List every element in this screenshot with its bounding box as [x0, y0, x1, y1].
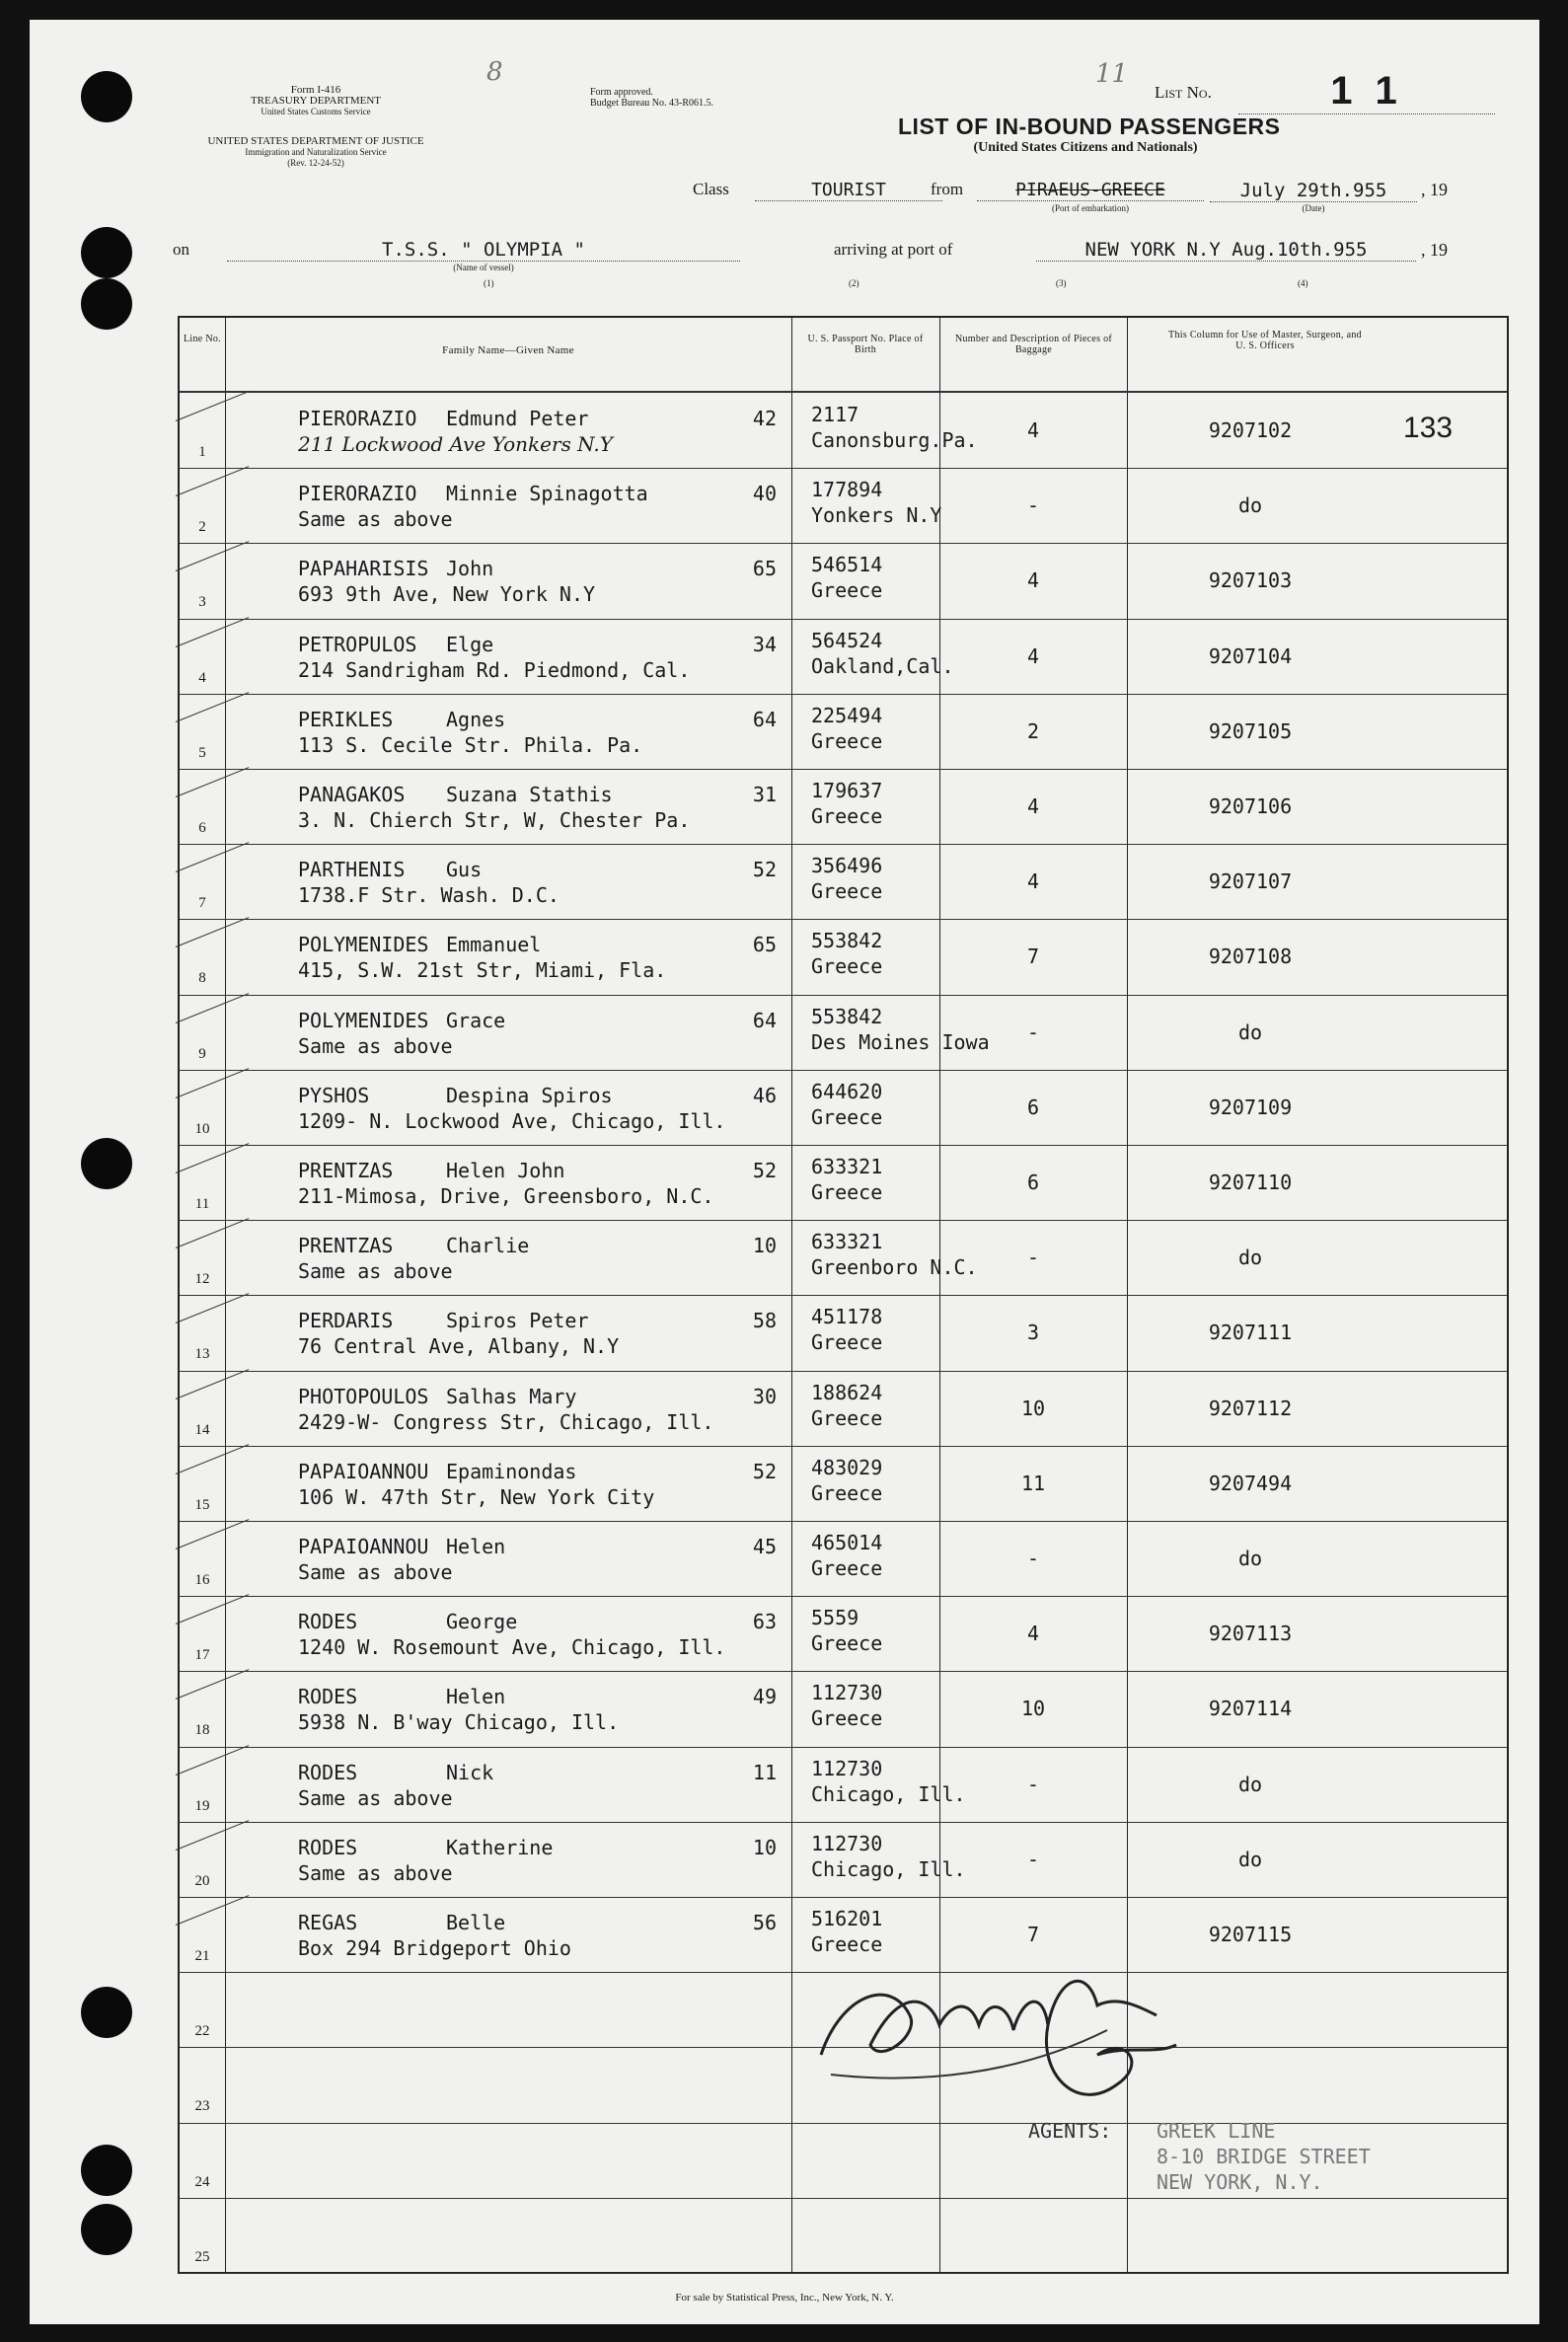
address: 76 Central Ave, Albany, N.Y [298, 1334, 620, 1359]
table-row [180, 2198, 1507, 2273]
baggage-count: 10 [1020, 1396, 1046, 1420]
form-id-block [187, 85, 444, 117]
given-name: Agnes [446, 707, 506, 731]
passport-number: 225494 [811, 703, 883, 727]
family-name: PAPAHARISIS [298, 557, 429, 581]
place-of-birth: Oakland,Cal. [811, 653, 954, 678]
table-row [180, 1371, 1507, 1446]
address: 415, S.W. 21st Str, Miami, Fla. [298, 958, 667, 983]
check-mark [176, 993, 250, 1023]
vessel-name: T.S.S. " OLYMPIA " [227, 239, 740, 262]
given-name: John [446, 557, 494, 581]
baggage-count: 6 [1026, 1095, 1040, 1119]
list-label: List No. [1155, 83, 1212, 102]
from-value: PIRAEUS-GREECE [977, 180, 1204, 201]
family-name: RODES [298, 1835, 358, 1859]
family-name: PYSHOS [298, 1083, 370, 1107]
on-label: on [173, 240, 189, 259]
given-name: Emmanuel [446, 933, 542, 957]
date-caption: (Date) [1302, 203, 1325, 213]
address: 106 W. 47th Str, New York City [298, 1484, 655, 1509]
passport-number: 5559 [811, 1606, 859, 1630]
table-row [180, 468, 1507, 543]
family-name: PERIKLES [298, 707, 394, 731]
age: 56 [752, 1911, 777, 1934]
officer-number: 9207109 [1208, 1095, 1293, 1119]
header-baggage: Number and Description of Pieces of Baggage [954, 334, 1113, 355]
place-of-birth: Greece [811, 1405, 883, 1430]
age: 49 [752, 1685, 777, 1709]
address: Same as above [298, 507, 453, 532]
col-index-3: (3) [1056, 278, 1067, 288]
officer-number: 9207110 [1208, 1171, 1293, 1194]
family-name: PERDARIS [298, 1309, 394, 1333]
dept-sub: United States Customs Service [261, 107, 371, 116]
table-row [180, 543, 1507, 618]
check-mark [176, 1218, 250, 1248]
table-row [180, 1671, 1507, 1746]
punch-hole [81, 2145, 132, 2196]
line-number: 21 [194, 1948, 210, 1964]
line-number: 14 [194, 1421, 210, 1438]
punch-hole [81, 1138, 132, 1189]
punch-hole [81, 1987, 132, 2038]
place-of-birth: Greece [811, 1631, 883, 1656]
age: 31 [752, 783, 777, 806]
given-name: Katherine [446, 1835, 554, 1859]
place-of-birth: Greece [811, 1180, 883, 1204]
age: 63 [752, 1610, 777, 1634]
line-number: 5 [198, 744, 206, 761]
list-number: 1 1 [1238, 69, 1495, 114]
table-row [180, 619, 1507, 694]
baggage-count: 7 [1026, 944, 1040, 969]
line-number: 15 [194, 1496, 210, 1513]
baggage-count: 4 [1026, 418, 1040, 442]
passport-number: 483029 [811, 1455, 883, 1479]
rev-date: (Rev. 12-24-52) [287, 158, 344, 168]
line-number: 13 [194, 1346, 210, 1363]
address: 113 S. Cecile Str. Phila. Pa. [298, 732, 643, 757]
family-name: PETROPULOS [298, 632, 417, 656]
age: 52 [752, 858, 777, 882]
place-of-birth: Greece [811, 804, 883, 828]
officer-number: do [1237, 1847, 1263, 1871]
officer-number: 9207105 [1208, 718, 1293, 743]
passport-number: 112730 [811, 1681, 883, 1705]
given-name: Salhas Mary [446, 1384, 577, 1408]
family-name: PRENTZAS [298, 1159, 394, 1182]
place-of-birth: Greece [811, 879, 883, 904]
baggage-count: 3 [1026, 1321, 1040, 1345]
address: 3. N. Chierch Str, W, Chester Pa. [298, 808, 691, 832]
address: 1240 W. Rosemount Ave, Chicago, Ill. [298, 1635, 726, 1660]
check-mark [176, 1745, 250, 1775]
page-title: LIST OF IN-BOUND PASSENGERS [898, 113, 1281, 139]
table-row [180, 769, 1507, 844]
line-number: 7 [198, 895, 206, 912]
family-name: PHOTOPOULOS [298, 1384, 429, 1408]
embark-caption: (Port of embarkation) [1052, 203, 1129, 213]
title-block [898, 113, 1281, 156]
officer-number: 9207106 [1208, 794, 1293, 818]
age: 64 [752, 1008, 777, 1032]
officer-number: do [1237, 1547, 1263, 1570]
given-name: Grace [446, 1008, 506, 1032]
family-name: PAPAIOANNOU [298, 1535, 429, 1558]
budget-text: Budget Bureau No. 43-R061.5. [590, 98, 713, 109]
table-row [180, 393, 1507, 468]
officer-number: 9207107 [1208, 869, 1293, 894]
address: 2429-W- Congress Str, Chicago, Ill. [298, 1409, 714, 1434]
place-of-birth: Greece [811, 1104, 883, 1129]
place-of-birth: Canonsburg.Pa. [811, 428, 978, 452]
passport-number: 564524 [811, 628, 883, 652]
address: 5938 N. B'way Chicago, Ill. [298, 1710, 620, 1735]
place-of-birth: Des Moines Iowa [811, 1029, 990, 1054]
officer-number: 9207104 [1208, 643, 1293, 668]
class-label: Class [693, 180, 729, 198]
given-name: Belle [446, 1911, 506, 1934]
place-of-birth: Greenboro N.C. [811, 1255, 978, 1280]
passport-number: 633321 [811, 1155, 883, 1178]
document-page [30, 20, 1539, 2324]
baggage-count: 11 [1020, 1471, 1046, 1495]
check-mark [176, 842, 250, 872]
punch-hole [81, 278, 132, 330]
line-number: 23 [194, 2098, 210, 2115]
officer-number: 9207112 [1208, 1396, 1293, 1420]
family-name: RODES [298, 1610, 358, 1634]
officer-number: 9207108 [1208, 944, 1293, 969]
given-name: Helen [446, 1535, 506, 1558]
address: Same as above [298, 1785, 453, 1810]
given-name: George [446, 1610, 518, 1634]
header-name: Family Name—Given Name [442, 344, 574, 356]
age: 40 [752, 482, 777, 506]
class-value: TOURIST [755, 180, 942, 201]
check-mark [176, 692, 250, 722]
line-number: 22 [194, 2023, 210, 2040]
baggage-count: - [1026, 1772, 1040, 1796]
line-number: 8 [198, 970, 206, 987]
vessel-caption: (Name of vessel) [453, 263, 514, 272]
baggage-count: 4 [1026, 1622, 1040, 1646]
check-mark [176, 1444, 250, 1474]
passport-number: 112730 [811, 1756, 883, 1780]
given-name: Elge [446, 632, 494, 656]
family-name: PAPAIOANNOU [298, 1459, 429, 1483]
address: 211-Mimosa, Drive, Greensboro, N.C. [298, 1184, 714, 1208]
officer-number: do [1237, 493, 1263, 518]
check-mark [176, 391, 250, 421]
table-row [180, 1295, 1507, 1370]
check-mark [176, 1068, 250, 1098]
given-name: Despina Spiros [446, 1083, 613, 1107]
given-name: Nick [446, 1760, 494, 1784]
age: 65 [752, 557, 777, 581]
age: 46 [752, 1083, 777, 1107]
approval-block [590, 87, 713, 109]
age: 11 [752, 1760, 777, 1784]
passport-number: 112730 [811, 1831, 883, 1855]
dept-name: TREASURY DEPARTMENT [250, 95, 382, 107]
address: Same as above [298, 1860, 453, 1885]
age: 52 [752, 1459, 777, 1483]
officer-number: 9207111 [1208, 1321, 1293, 1345]
line-number: 9 [198, 1045, 206, 1062]
family-name: RODES [298, 1760, 358, 1784]
place-of-birth: Chicago, Ill. [811, 1856, 966, 1881]
arrival-port-date: NEW YORK N.Y Aug.10th.955 [1036, 239, 1416, 262]
address: 1209- N. Lockwood Ave, Chicago, Ill. [298, 1108, 726, 1133]
officer-number: do [1237, 1020, 1263, 1044]
table-row [180, 1596, 1507, 1671]
departure-date: July 29th.955 [1210, 180, 1417, 202]
passport-number: 465014 [811, 1531, 883, 1554]
passport-number: 553842 [811, 1004, 883, 1028]
header-passport: U. S. Passport No. Place of Birth [807, 334, 924, 355]
header-officers: This Column for Use of Master, Surgeon, and U. S. Officers [1168, 330, 1362, 351]
family-name: PIERORAZIO [298, 407, 417, 430]
officer-number: 9207114 [1208, 1697, 1293, 1721]
address: Same as above [298, 1560, 453, 1584]
given-name: Helen [446, 1685, 506, 1709]
officer-number: do [1237, 1246, 1263, 1270]
place-of-birth: Greece [811, 954, 883, 979]
punch-hole [81, 2204, 132, 2255]
line-number: 12 [194, 1271, 210, 1288]
place-of-birth: Greece [811, 1480, 883, 1505]
line-number: 24 [194, 2173, 210, 2190]
col-index-4: (4) [1298, 278, 1308, 288]
family-name: POLYMENIDES [298, 1008, 429, 1032]
given-name: Helen John [446, 1159, 565, 1182]
year-suffix: , 19 [1421, 180, 1448, 199]
place-of-birth: Greece [811, 1556, 883, 1580]
baggage-count: - [1026, 1547, 1040, 1570]
given-name: Gus [446, 858, 483, 882]
passport-number: 451178 [811, 1305, 883, 1329]
officer-number: 9207103 [1208, 568, 1293, 593]
passport-number: 553842 [811, 929, 883, 953]
check-mark [176, 1369, 250, 1399]
age: 10 [752, 1835, 777, 1859]
given-name: Minnie Spinagotta [446, 482, 648, 506]
family-name: REGAS [298, 1911, 358, 1934]
given-name: Spiros Peter [446, 1309, 589, 1333]
family-name: RODES [298, 1685, 358, 1709]
check-mark [176, 617, 250, 647]
age: 42 [752, 407, 777, 430]
place-of-birth: Greece [811, 578, 883, 603]
age: 65 [752, 933, 777, 957]
check-mark [176, 1293, 250, 1323]
agents-line-3: NEW YORK, N.Y. [1157, 2170, 1323, 2194]
check-mark [176, 1594, 250, 1624]
age: 64 [752, 707, 777, 731]
address: 214 Sandrigham Rd. Piedmond, Cal. [298, 657, 691, 682]
age: 34 [752, 632, 777, 656]
baggage-count: - [1026, 493, 1040, 518]
pencil-note-8: 8 [486, 57, 503, 87]
check-mark [176, 1519, 250, 1549]
baggage-count: 2 [1026, 718, 1040, 743]
age: 52 [752, 1159, 777, 1182]
page-note-133: 133 [1403, 412, 1454, 444]
table-row [180, 1822, 1507, 1897]
age: 30 [752, 1384, 777, 1408]
officer-number: 9207115 [1208, 1923, 1293, 1946]
check-mark [176, 1669, 250, 1700]
given-name: Epaminondas [446, 1459, 577, 1483]
table-row [180, 1070, 1507, 1145]
year-suffix-2: , 19 [1421, 240, 1448, 260]
family-name: PANAGAKOS [298, 783, 406, 806]
col-index-1: (1) [484, 278, 494, 288]
line-number: 20 [194, 1872, 210, 1889]
passport-number: 516201 [811, 1907, 883, 1930]
passenger-table [178, 316, 1509, 2274]
line-number: 11 [194, 1196, 210, 1212]
given-name: Charlie [446, 1234, 530, 1258]
age: 45 [752, 1535, 777, 1558]
baggage-count: 7 [1026, 1923, 1040, 1946]
form-number: Form I-416 [290, 84, 341, 96]
baggage-count: 4 [1026, 568, 1040, 593]
passport-number: 356496 [811, 854, 883, 878]
check-mark [176, 767, 250, 797]
baggage-count: 6 [1026, 1171, 1040, 1194]
doj-name: UNITED STATES DEPARTMENT OF JUSTICE [207, 135, 424, 147]
baggage-count: - [1026, 1847, 1040, 1871]
line-number: 1 [198, 444, 206, 460]
table-row [180, 844, 1507, 919]
footer-note: For sale by Statistical Press, Inc., New York, N. Y. [675, 2292, 894, 2304]
family-name: PIERORAZIO [298, 482, 417, 506]
agents-line-1: GREEK LINE [1157, 2119, 1276, 2143]
baggage-count: 4 [1026, 794, 1040, 818]
line-number: 2 [198, 519, 206, 536]
line-number: 4 [198, 669, 206, 686]
page-subtitle: (United States Citizens and Nationals) [973, 140, 1198, 155]
place-of-birth: Greece [811, 1706, 883, 1731]
check-mark [176, 1895, 250, 1926]
officer-number: 9207494 [1208, 1471, 1293, 1495]
baggage-count: 10 [1020, 1697, 1046, 1721]
check-mark [176, 466, 250, 496]
table-row [180, 1747, 1507, 1822]
line-number: 18 [194, 1722, 210, 1739]
passport-number: 179637 [811, 779, 883, 802]
family-name: PRENTZAS [298, 1234, 394, 1258]
family-name: PARTHENIS [298, 858, 406, 882]
officer-number: do [1237, 1772, 1263, 1796]
address: 1738.F Str. Wash. D.C. [298, 883, 560, 908]
line-number: 10 [194, 1120, 210, 1137]
officer-number: 9207102 [1208, 418, 1293, 442]
address: Same as above [298, 1033, 453, 1058]
address: Box 294 Bridgeport Ohio [298, 1936, 571, 1960]
passport-number: 546514 [811, 553, 883, 577]
line-number: 17 [194, 1647, 210, 1664]
ins-name: Immigration and Naturalization Service [245, 147, 387, 157]
place-of-birth: Greece [811, 728, 883, 753]
punch-hole [81, 71, 132, 122]
line-number: 3 [198, 594, 206, 611]
table-row [180, 1521, 1507, 1596]
table-row [180, 1145, 1507, 1220]
passport-number: 2117 [811, 403, 859, 426]
passport-number: 644620 [811, 1079, 883, 1103]
header-line-no: Line No. [184, 334, 221, 344]
table-row [180, 995, 1507, 1070]
passport-number: 177894 [811, 478, 883, 502]
col-index-2: (2) [849, 278, 859, 288]
pencil-note-11: 11 [1095, 59, 1129, 89]
baggage-count: 4 [1026, 869, 1040, 894]
address: Same as above [298, 1259, 453, 1284]
master-signature [801, 1936, 1216, 2134]
line-number: 16 [194, 1572, 210, 1588]
age: 10 [752, 1234, 777, 1258]
address: 693 9th Ave, New York N.Y [298, 582, 596, 607]
passport-number: 633321 [811, 1230, 883, 1254]
table-row [180, 694, 1507, 769]
check-mark [176, 917, 250, 947]
approved-text: Form approved. [590, 87, 653, 98]
table-row [180, 1446, 1507, 1521]
line-number: 19 [194, 1797, 210, 1814]
table-row [180, 1220, 1507, 1295]
place-of-birth: Yonkers N.Y [811, 503, 942, 528]
family-name: POLYMENIDES [298, 933, 429, 957]
given-name: Edmund Peter [446, 407, 589, 430]
check-mark [176, 541, 250, 571]
baggage-count: 4 [1026, 643, 1040, 668]
row-divider [180, 2273, 1507, 2274]
passport-number: 188624 [811, 1380, 883, 1404]
age: 58 [752, 1309, 777, 1333]
punch-hole [81, 227, 132, 278]
line-number: 6 [198, 820, 206, 836]
check-mark [176, 1143, 250, 1173]
table-row [180, 919, 1507, 994]
given-name: Suzana Stathis [446, 783, 613, 806]
baggage-count: - [1026, 1246, 1040, 1270]
officer-number: 9207113 [1208, 1622, 1293, 1646]
place-of-birth: Greece [811, 1330, 883, 1355]
from-label: from [931, 180, 964, 198]
baggage-count: - [1026, 1020, 1040, 1044]
agents-label: AGENTS: [1028, 2119, 1112, 2143]
line-number: 25 [194, 2248, 210, 2265]
agents-line-2: 8-10 BRIDGE STREET [1157, 2145, 1371, 2168]
place-of-birth: Chicago, Ill. [811, 1781, 966, 1806]
doj-block [178, 136, 454, 169]
arriving-label: arriving at port of [834, 240, 953, 259]
check-mark [176, 1820, 250, 1851]
address: 211 Lockwood Ave Yonkers N.Y [298, 432, 613, 456]
place-of-birth: Greece [811, 1932, 883, 1956]
